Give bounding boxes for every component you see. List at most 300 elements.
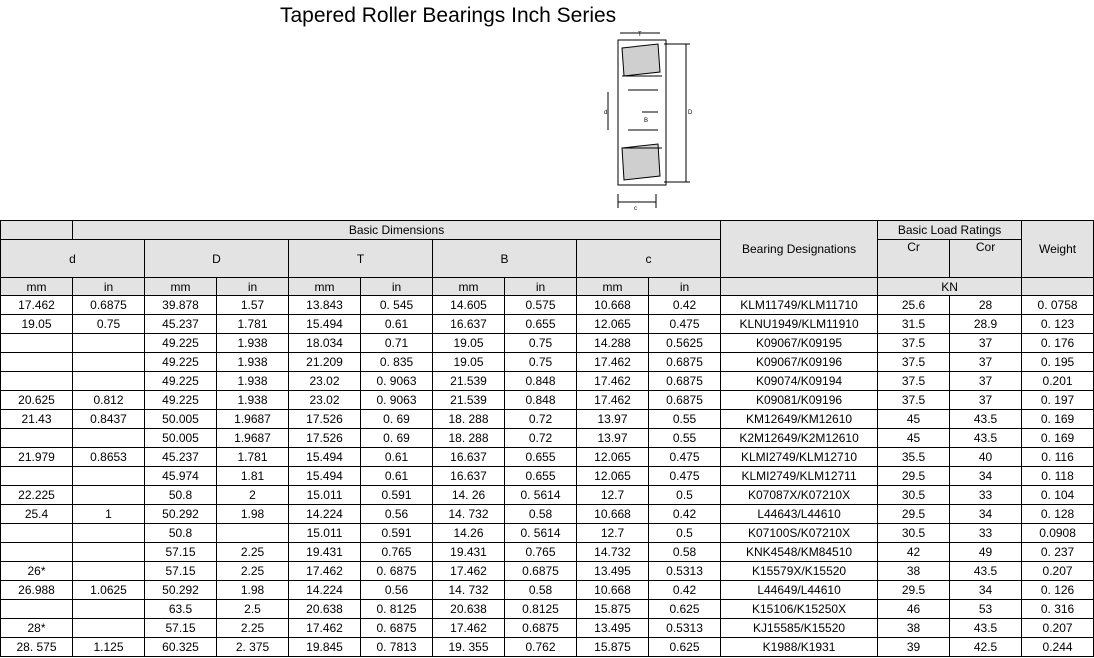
table-row xyxy=(1,429,1094,448)
table-cell: 0.475 xyxy=(649,315,721,334)
table-cell xyxy=(1,600,73,619)
table-cell: 0. 9063 xyxy=(361,391,433,410)
table-cell: 50.292 xyxy=(145,581,217,600)
table-row xyxy=(1,315,1094,334)
table-row xyxy=(1,600,1094,619)
table-cell: 0. 7813 xyxy=(361,638,433,657)
table-cell: 21.539 xyxy=(433,391,505,410)
table-cell: 0. 126 xyxy=(1022,581,1094,600)
table-cell: 0. 128 xyxy=(1022,505,1094,524)
table-cell: 29.5 xyxy=(878,505,950,524)
table-cell: 18. 288 xyxy=(433,410,505,429)
table-cell: K15106/K15250X xyxy=(721,600,878,619)
table-cell: 35.5 xyxy=(878,448,950,467)
table-row xyxy=(1,638,1094,657)
table-cell: 0. 237 xyxy=(1022,543,1094,562)
table-cell: 57.15 xyxy=(145,562,217,581)
table-cell: 0.42 xyxy=(649,581,721,600)
table-cell: 37 xyxy=(950,372,1022,391)
table-cell: 0.0908 xyxy=(1022,524,1094,543)
table-cell: L44643/L44610 xyxy=(721,505,878,524)
table-cell: 0.58 xyxy=(649,543,721,562)
table-cell: 53 xyxy=(950,600,1022,619)
table-cell: 0.207 xyxy=(1022,562,1094,581)
table-cell: 17.462 xyxy=(289,562,361,581)
table-cell: 43.5 xyxy=(950,410,1022,429)
table-cell: 15.494 xyxy=(289,448,361,467)
table-cell: 1.125 xyxy=(73,638,145,657)
table-cell: 14.605 xyxy=(433,296,505,315)
table-cell: 21.539 xyxy=(433,372,505,391)
table-cell: 13.97 xyxy=(577,410,649,429)
table-cell: 1.938 xyxy=(217,391,289,410)
table-cell: KLM11749/KLM11710 xyxy=(721,296,878,315)
table-cell: 25.4 xyxy=(1,505,73,524)
table-cell xyxy=(73,524,145,543)
table-cell: 39 xyxy=(878,638,950,657)
unit-header: in xyxy=(649,278,721,296)
table-cell: 0.55 xyxy=(649,410,721,429)
table-cell: 2 xyxy=(217,486,289,505)
table-cell: 0.5313 xyxy=(649,562,721,581)
table-cell: 20.625 xyxy=(1,391,73,410)
table-cell: K09067/K09195 xyxy=(721,334,878,353)
table-cell: 16.637 xyxy=(433,467,505,486)
table-row xyxy=(1,581,1094,600)
table-cell: 14. 26 xyxy=(433,486,505,505)
table-cell: 0.6875 xyxy=(505,562,577,581)
table-cell: 38 xyxy=(878,562,950,581)
table-cell xyxy=(73,467,145,486)
table-cell: K09067/K09196 xyxy=(721,353,878,372)
table-cell: 0.244 xyxy=(1022,638,1094,657)
table-row xyxy=(1,353,1094,372)
table-cell: 43.5 xyxy=(950,562,1022,581)
table-cell: 13.843 xyxy=(289,296,361,315)
table-cell: 0. 69 xyxy=(361,429,433,448)
table-cell: 17.526 xyxy=(289,410,361,429)
table-cell: 49.225 xyxy=(145,391,217,410)
table-cell: K1988/K1931 xyxy=(721,638,878,657)
table-row xyxy=(1,524,1094,543)
table-cell: 19. 355 xyxy=(433,638,505,657)
table-cell: KLNU1949/KLM11910 xyxy=(721,315,878,334)
table-cell: KLMI2749/KLM12710 xyxy=(721,448,878,467)
header-bearing-designations: Bearing Designations xyxy=(721,221,878,278)
table-cell: 28. 575 xyxy=(1,638,73,657)
table-cell: 13.495 xyxy=(577,562,649,581)
table-cell xyxy=(1,353,73,372)
unit-header: mm xyxy=(1,278,73,296)
table-cell xyxy=(1,524,73,543)
table-cell: 0.56 xyxy=(361,581,433,600)
unit-header: in xyxy=(361,278,433,296)
table-cell: 0.5 xyxy=(649,486,721,505)
table-cell: 0.762 xyxy=(505,638,577,657)
table-cell: K09081/K09196 xyxy=(721,391,878,410)
table-cell: 0.6875 xyxy=(649,372,721,391)
table-cell: 22.225 xyxy=(1,486,73,505)
table-cell xyxy=(1,334,73,353)
table-cell xyxy=(73,486,145,505)
table-cell: 0. 8125 xyxy=(361,600,433,619)
table-cell: 13.97 xyxy=(577,429,649,448)
table-cell: 0. 545 xyxy=(361,296,433,315)
table-row xyxy=(1,448,1094,467)
table-cell: 0.6875 xyxy=(505,619,577,638)
table-cell: 34 xyxy=(950,505,1022,524)
table-cell: K2M12649/K2M12610 xyxy=(721,429,878,448)
table-cell: 10.668 xyxy=(577,581,649,600)
table-cell: 26* xyxy=(1,562,73,581)
table-cell: 50.005 xyxy=(145,410,217,429)
table-cell: 0. 5614 xyxy=(505,524,577,543)
table-cell: 50.8 xyxy=(145,486,217,505)
table-cell: 0.207 xyxy=(1022,619,1094,638)
table-cell: 0.61 xyxy=(361,467,433,486)
table-cell: 38 xyxy=(878,619,950,638)
header-basic-load-ratings: Basic Load Ratings xyxy=(878,221,1022,240)
table-cell xyxy=(73,334,145,353)
table-cell xyxy=(73,562,145,581)
table-cell: 14.732 xyxy=(577,543,649,562)
table-cell: 34 xyxy=(950,581,1022,600)
table-row xyxy=(1,391,1094,410)
table-cell: 1.98 xyxy=(217,581,289,600)
table-cell: 12.7 xyxy=(577,524,649,543)
table-cell: 0.848 xyxy=(505,372,577,391)
table-cell: 29.5 xyxy=(878,581,950,600)
table-cell: 17.462 xyxy=(433,562,505,581)
table-cell: 0. 118 xyxy=(1022,467,1094,486)
table-cell: 30.5 xyxy=(878,486,950,505)
table-cell: 0.75 xyxy=(505,334,577,353)
table-cell: 37 xyxy=(950,334,1022,353)
table-cell xyxy=(73,619,145,638)
table-cell: 0.6875 xyxy=(649,391,721,410)
table-cell: 28.9 xyxy=(950,315,1022,334)
table-cell: 1.781 xyxy=(217,448,289,467)
table-cell: 0. 5614 xyxy=(505,486,577,505)
table-cell: 0.655 xyxy=(505,467,577,486)
table-cell: 1.781 xyxy=(217,315,289,334)
unit-header-kn: KN xyxy=(878,278,1022,296)
table-body xyxy=(1,296,1094,657)
table-row xyxy=(1,334,1094,353)
unit-header: mm xyxy=(433,278,505,296)
table-cell: 28* xyxy=(1,619,73,638)
table-cell: 16.637 xyxy=(433,315,505,334)
table-cell: 18.034 xyxy=(289,334,361,353)
table-cell: K07100S/K07210X xyxy=(721,524,878,543)
table-cell: 0. 176 xyxy=(1022,334,1094,353)
table-cell: 15.494 xyxy=(289,467,361,486)
table-cell: 0. 197 xyxy=(1022,391,1094,410)
table-cell: 14. 732 xyxy=(433,581,505,600)
table-cell: 16.637 xyxy=(433,448,505,467)
table-cell: KLMI2749/KLM12711 xyxy=(721,467,878,486)
table-cell: 0.591 xyxy=(361,486,433,505)
table-cell: 45 xyxy=(878,410,950,429)
table-cell xyxy=(1,543,73,562)
table-row xyxy=(1,562,1094,581)
table-cell: 1.9687 xyxy=(217,410,289,429)
table-cell: 49.225 xyxy=(145,372,217,391)
table-cell: 14.224 xyxy=(289,581,361,600)
table-cell: 39.878 xyxy=(145,296,217,315)
table-cell: 50.292 xyxy=(145,505,217,524)
table-cell: 12.065 xyxy=(577,448,649,467)
table-cell: 43.5 xyxy=(950,619,1022,638)
header-basic-dimensions: Basic Dimensions xyxy=(73,221,721,240)
table-cell: 15.494 xyxy=(289,315,361,334)
table-row xyxy=(1,296,1094,315)
table-cell: K15579X/K15520 xyxy=(721,562,878,581)
table-cell xyxy=(217,524,289,543)
table-cell: 40 xyxy=(950,448,1022,467)
table-cell: 12.7 xyxy=(577,486,649,505)
table-cell: 0.475 xyxy=(649,467,721,486)
table-cell: 33 xyxy=(950,524,1022,543)
header-cr: Cr xyxy=(878,240,950,278)
label-c: c xyxy=(634,206,637,212)
table-cell: KJ15585/K15520 xyxy=(721,619,878,638)
label-big-d: D xyxy=(688,110,693,116)
bearing-spec-table xyxy=(0,220,1094,657)
unit-header: in xyxy=(505,278,577,296)
table-cell: 0. 116 xyxy=(1022,448,1094,467)
header-d: d xyxy=(1,240,145,278)
table-cell: 0.75 xyxy=(73,315,145,334)
table-cell: 0.655 xyxy=(505,315,577,334)
table-cell: 0.5 xyxy=(649,524,721,543)
table-cell: 0. 169 xyxy=(1022,429,1094,448)
table-cell: 14. 732 xyxy=(433,505,505,524)
table-cell: 14.26 xyxy=(433,524,505,543)
table-cell: 45 xyxy=(878,429,950,448)
table-cell: 0. 9063 xyxy=(361,372,433,391)
table-cell: 0.475 xyxy=(649,448,721,467)
table-cell: 0.765 xyxy=(361,543,433,562)
table-cell: 19.05 xyxy=(433,334,505,353)
table-cell: 1 xyxy=(73,505,145,524)
table-row xyxy=(1,486,1094,505)
table-cell: 10.668 xyxy=(577,505,649,524)
table-cell: 1.98 xyxy=(217,505,289,524)
table-cell: 23.02 xyxy=(289,372,361,391)
table-cell xyxy=(73,429,145,448)
table-cell: 2.5 xyxy=(217,600,289,619)
table-cell: 0. 0758 xyxy=(1022,296,1094,315)
table-row xyxy=(1,619,1094,638)
table-cell: 0.591 xyxy=(361,524,433,543)
table-cell: 2.25 xyxy=(217,562,289,581)
table-cell: 0.625 xyxy=(649,600,721,619)
table-cell: 0.71 xyxy=(361,334,433,353)
table-cell: 0. 6875 xyxy=(361,619,433,638)
table-cell: 1.9687 xyxy=(217,429,289,448)
table-cell: 1.81 xyxy=(217,467,289,486)
table-cell: 0. 69 xyxy=(361,410,433,429)
table-cell: 13.495 xyxy=(577,619,649,638)
table-cell: 0. 169 xyxy=(1022,410,1094,429)
table-cell xyxy=(1,372,73,391)
unit-header: in xyxy=(73,278,145,296)
label-d: d xyxy=(604,110,608,116)
table-cell: 0. 6875 xyxy=(361,562,433,581)
table-cell: 21.209 xyxy=(289,353,361,372)
table-cell xyxy=(1,467,73,486)
table-cell: 49.225 xyxy=(145,353,217,372)
table-cell: 50.8 xyxy=(145,524,217,543)
table-cell: 37.5 xyxy=(878,334,950,353)
table-cell: 0.6875 xyxy=(73,296,145,315)
table-cell: 0.61 xyxy=(361,448,433,467)
table-cell: 0.8437 xyxy=(73,410,145,429)
table-cell: 25.6 xyxy=(878,296,950,315)
table-cell: 0.812 xyxy=(73,391,145,410)
label-t: T xyxy=(638,32,642,38)
table-cell: 37 xyxy=(950,391,1022,410)
table-cell: 0.6875 xyxy=(649,353,721,372)
table-cell: 37.5 xyxy=(878,353,950,372)
page-title: Tapered Roller Bearings Inch Series xyxy=(280,4,617,27)
table-cell: 0.42 xyxy=(649,296,721,315)
table-cell: 31.5 xyxy=(878,315,950,334)
table-cell: 19.431 xyxy=(433,543,505,562)
table-cell: 45.974 xyxy=(145,467,217,486)
table-cell: 19.05 xyxy=(1,315,73,334)
table-cell: 0.655 xyxy=(505,448,577,467)
table-cell: 29.5 xyxy=(878,467,950,486)
table-cell: 26.988 xyxy=(1,581,73,600)
table-cell: 17.462 xyxy=(577,372,649,391)
table-cell: 23.02 xyxy=(289,391,361,410)
unit-header: mm xyxy=(289,278,361,296)
table-cell: 20.638 xyxy=(289,600,361,619)
table-cell: 1.938 xyxy=(217,353,289,372)
table-cell: 1.57 xyxy=(217,296,289,315)
table-row xyxy=(1,543,1094,562)
table-cell: 14.224 xyxy=(289,505,361,524)
table-cell xyxy=(73,600,145,619)
table-cell: 49.225 xyxy=(145,334,217,353)
table-cell: 2. 375 xyxy=(217,638,289,657)
table-cell: 12.065 xyxy=(577,315,649,334)
table-cell: 0. 316 xyxy=(1022,600,1094,619)
table-cell: 17.462 xyxy=(577,391,649,410)
table-cell: 0. 195 xyxy=(1022,353,1094,372)
table-cell: 37.5 xyxy=(878,372,950,391)
table-cell: 43.5 xyxy=(950,429,1022,448)
table-cell: K09074/K09194 xyxy=(721,372,878,391)
table-cell: 45.237 xyxy=(145,448,217,467)
header-weight: Weight xyxy=(1022,221,1094,278)
table-cell xyxy=(73,372,145,391)
table-cell: 0.5313 xyxy=(649,619,721,638)
table-cell xyxy=(1,429,73,448)
table-cell: 1.938 xyxy=(217,334,289,353)
table-cell: 34 xyxy=(950,467,1022,486)
table-cell: 42 xyxy=(878,543,950,562)
header-cor: Cor xyxy=(950,240,1022,278)
table-cell: 0.61 xyxy=(361,315,433,334)
table-cell: 17.462 xyxy=(1,296,73,315)
table-cell: 46 xyxy=(878,600,950,619)
table-cell: 60.325 xyxy=(145,638,217,657)
table-cell: 0.58 xyxy=(505,581,577,600)
table-cell: 17.462 xyxy=(433,619,505,638)
table-cell: 17.462 xyxy=(577,353,649,372)
table-cell: 0.765 xyxy=(505,543,577,562)
table-cell: 0.848 xyxy=(505,391,577,410)
table-cell: L44649/L44610 xyxy=(721,581,878,600)
table-cell: 2.25 xyxy=(217,619,289,638)
table-cell: 15.011 xyxy=(289,486,361,505)
table-cell: 30.5 xyxy=(878,524,950,543)
table-cell: K07087X/K07210X xyxy=(721,486,878,505)
table-cell: 1.0625 xyxy=(73,581,145,600)
table-cell: 19.05 xyxy=(433,353,505,372)
table-cell: 0.8653 xyxy=(73,448,145,467)
table-cell: 0.75 xyxy=(505,353,577,372)
table-cell: 14.288 xyxy=(577,334,649,353)
table-row xyxy=(1,467,1094,486)
table-cell: 57.15 xyxy=(145,543,217,562)
table-cell: 21.43 xyxy=(1,410,73,429)
table-cell: 0.55 xyxy=(649,429,721,448)
table-cell: KNK4548/KM84510 xyxy=(721,543,878,562)
table-cell xyxy=(73,543,145,562)
table-cell: 0.201 xyxy=(1022,372,1094,391)
header-big-d: D xyxy=(145,240,289,278)
header-b: B xyxy=(433,240,577,278)
table-row xyxy=(1,505,1094,524)
table-cell: 0.625 xyxy=(649,638,721,657)
table-cell: 17.526 xyxy=(289,429,361,448)
table-cell: 57.15 xyxy=(145,619,217,638)
table-cell: 12.065 xyxy=(577,467,649,486)
table-cell: 1.938 xyxy=(217,372,289,391)
table-cell: 17.462 xyxy=(289,619,361,638)
table-cell: 19.845 xyxy=(289,638,361,657)
header-t: T xyxy=(289,240,433,278)
table-cell: 0.42 xyxy=(649,505,721,524)
table-cell: 28 xyxy=(950,296,1022,315)
table-cell: 15.875 xyxy=(577,600,649,619)
table-cell: 19.431 xyxy=(289,543,361,562)
unit-header: mm xyxy=(145,278,217,296)
table-row xyxy=(1,372,1094,391)
table-cell: 18. 288 xyxy=(433,429,505,448)
table-cell: 63.5 xyxy=(145,600,217,619)
table-cell xyxy=(73,353,145,372)
table-cell: 0. 835 xyxy=(361,353,433,372)
table-cell: 0.72 xyxy=(505,429,577,448)
table-cell: 37.5 xyxy=(878,391,950,410)
table-cell: 0.58 xyxy=(505,505,577,524)
table-row xyxy=(1,410,1094,429)
table-cell: 37 xyxy=(950,353,1022,372)
table-cell: 0.72 xyxy=(505,410,577,429)
table-cell: 42.5 xyxy=(950,638,1022,657)
table-cell: 0.575 xyxy=(505,296,577,315)
unit-header: mm xyxy=(577,278,649,296)
table-cell: 0. 104 xyxy=(1022,486,1094,505)
table-cell: 0.56 xyxy=(361,505,433,524)
table-cell: 45.237 xyxy=(145,315,217,334)
table-cell: 21.979 xyxy=(1,448,73,467)
